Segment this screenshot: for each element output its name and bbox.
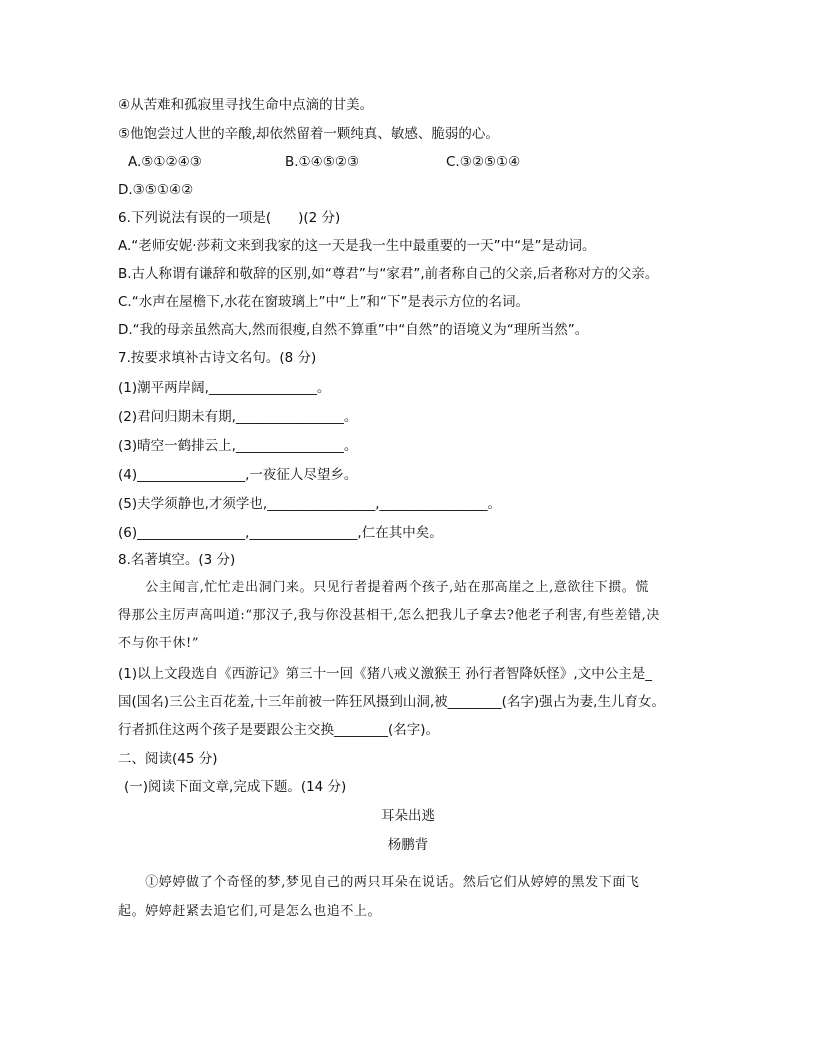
question-8-1-line-1: (1)以上文段选自《西游记》第三十一回《猪八戒义激猴王 孙行者智降妖怪》,文中公主是_ (118, 666, 652, 682)
section-heading: 二、阅读(45 分) (118, 751, 218, 767)
question-7-4: (4)________________,一夜征人尽望乡。 (118, 467, 358, 483)
choice-d: D.③⑤①④② (118, 182, 194, 198)
question-7-3: (3)晴空一鹤排云上,________________。 (118, 438, 358, 454)
question-6-b: B.古人称谓有谦辞和敬辞的区别,如“尊君”与“家君”,前者称自己的父亲,后者称对方的父亲。 (118, 266, 659, 282)
question-7-6: (6)________________,________________,仁在其中矣。 (118, 525, 443, 541)
question-7-5: (5)夫学须静也,才须学也,________________,________________。 (118, 496, 501, 512)
question-6-a: A.“老师安妮·莎莉文来到我家的这一天是我一生中最重要的一天”中“是”是动词。 (118, 238, 596, 254)
article-para-1-line-2: 起。婷婷赶紧去追它们,可是怎么也追不上。 (118, 904, 382, 919)
question-6: 6.下列说法有误的一项是( )(2 分) (118, 210, 341, 226)
question-7-1: (1)潮平两岸阔,________________。 (118, 380, 331, 396)
excerpt-line-1: 公主闻言,忙忙走出洞门来。只见行者提着两个孩子,站在那高崖之上,意欲往下掼。慌 (118, 580, 649, 595)
excerpt-line-3: 不与你干休!” (118, 636, 200, 651)
question-6-d: D.“我的母亲虽然高大,然而很瘦,自然不算重”中“自然”的语境义为“理所当然”。 (118, 322, 589, 338)
choice-b: B.①④⑤②③ (285, 154, 360, 170)
question-6-c: C.“水声在屋檐下,水花在窗玻璃上”中“上”和“下”是表示方位的名词。 (118, 294, 529, 310)
choice-a: A.⑤①②④③ (128, 154, 202, 170)
question-7-2: (2)君问归期未有期,________________。 (118, 409, 358, 425)
question-7: 7.按要求填补古诗文名句。(8 分) (118, 350, 317, 366)
subsection-heading: (一)阅读下面文章,完成下题。(14 分) (124, 779, 347, 795)
excerpt-line-2: 得那公主厉声高叫道:“那汉子,我与你没甚相干,怎么把我儿子拿去?他老子利害,有些差错,决 (118, 608, 660, 623)
question-8-1-line-3: 行者抓住这两个孩子是要跟公主交换________(名字)。 (118, 722, 440, 738)
choice-c: C.③②⑤①④ (446, 154, 521, 170)
option-item-4: ④从苦难和孤寂里寻找生命中点滴的甘美。 (118, 97, 374, 113)
question-8-1-line-2: 国(国名)三公主百花羞,十三年前被一阵狂风摄到山洞,被________(名字)强占为妻,生儿育女。 (118, 694, 665, 710)
article-para-1-line-1: ①婷婷做了个奇怪的梦,梦见自己的两只耳朵在说话。然后它们从婷婷的黑发下面飞 (118, 875, 640, 890)
article-author: 杨鹏背 (387, 837, 429, 853)
question-8: 8.名著填空。(3 分) (118, 552, 236, 568)
answer-choices (118, 152, 718, 172)
article-title: 耳朵出逃 (381, 808, 435, 824)
option-item-5: ⑤他饱尝过人世的辛酸,却依然留着一颗纯真、敏感、脆弱的心。 (118, 126, 499, 142)
